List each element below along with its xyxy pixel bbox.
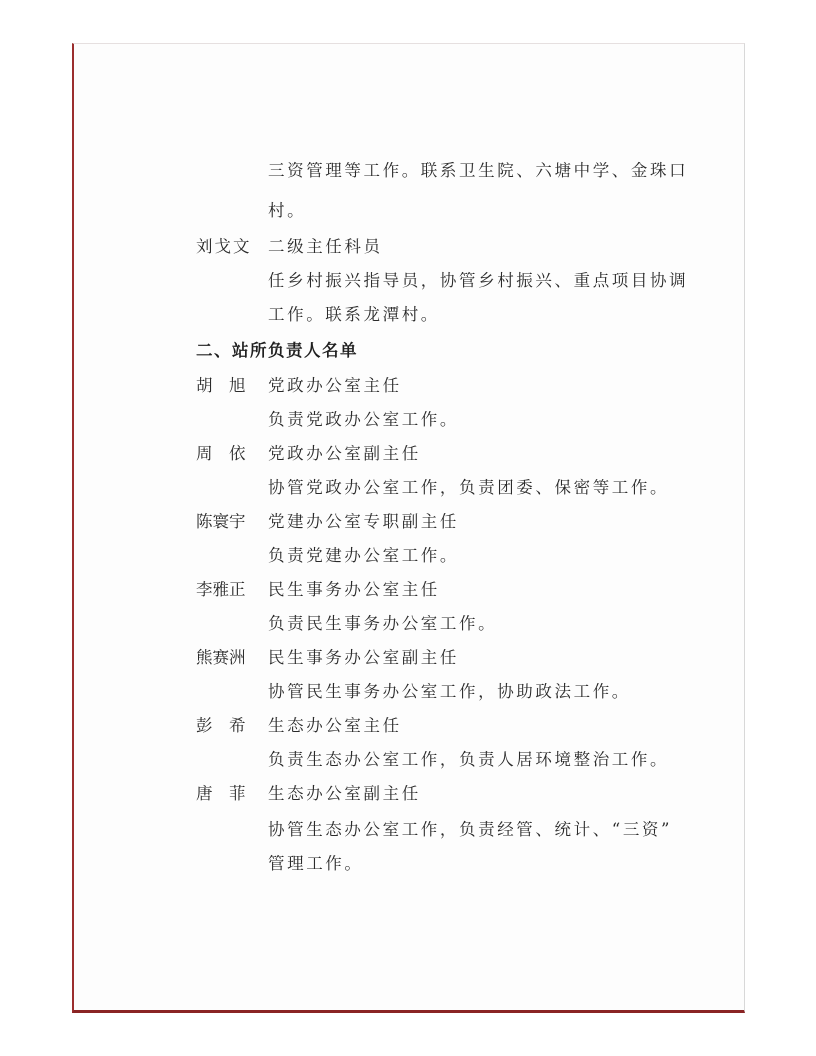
station-head-title: 民生事务办公室主任	[268, 580, 440, 599]
station-head-title: 生态办公室主任	[268, 716, 402, 735]
station-head-name: 熊赛洲	[196, 648, 246, 667]
station-head-duty-line: 负责党建办公室工作。	[268, 546, 459, 565]
official-name: 刘戈文	[196, 237, 252, 256]
station-head-title: 民生事务办公室副主任	[268, 648, 459, 667]
continuation-line-1: 三资管理等工作。联系卫生院、六塘中学、金珠口	[268, 161, 689, 180]
section-heading: 二、站所负责人名单	[196, 341, 358, 360]
station-head-title: 生态办公室副主任	[268, 784, 421, 803]
continuation-line-2: 村。	[268, 201, 307, 220]
station-head-name: 周 依	[196, 444, 246, 463]
station-head-duty-line: 协管党政办公室工作，负责团委、保密等工作。	[268, 478, 670, 497]
station-head-duty-line: 负责生态办公室工作，负责人居环境整治工作。	[268, 750, 670, 769]
station-head-duty-line: 协管民生事务办公室工作，协助政法工作。	[268, 682, 631, 701]
station-head-title: 党建办公室专职副主任	[268, 512, 459, 531]
station-head-name: 陈寰宇	[196, 512, 246, 531]
official-title: 二级主任科员	[268, 237, 383, 256]
official-duty-line: 工作。联系龙潭村。	[268, 305, 440, 324]
official-duty-line: 任乡村振兴指导员，协管乡村振兴、重点项目协调	[268, 271, 689, 290]
station-head-name: 彭 希	[196, 716, 246, 735]
station-head-duty-line: 负责民生事务办公室工作。	[268, 614, 498, 633]
station-head-title: 党政办公室副主任	[268, 444, 421, 463]
station-head-duty-line: 负责党政办公室工作。	[268, 410, 459, 429]
station-head-name: 李雅正	[196, 580, 246, 599]
station-head-title: 党政办公室主任	[268, 376, 402, 395]
station-head-duty-line: 协管生态办公室工作，负责经管、统计、“三资”	[268, 820, 673, 839]
station-head-name: 唐 菲	[196, 784, 246, 803]
station-head-duty-line: 管理工作。	[268, 854, 364, 873]
station-head-name: 胡 旭	[196, 376, 246, 395]
